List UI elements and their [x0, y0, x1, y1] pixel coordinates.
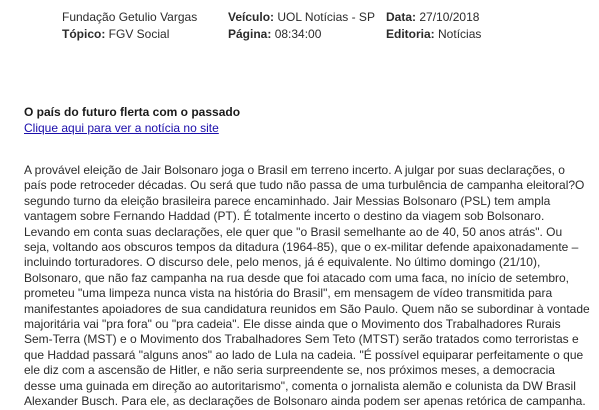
article-body-line: Levando em conta suas declarações, ele quer que "o Brasil semelhante ao de 40, 50 anos atrás". Ou [24, 224, 563, 239]
article-body-line: segundo turno da eleição brasileira parece encaminhado. Jair Messias Bolsonaro (PSL) tem ampla [24, 193, 551, 208]
vehicle-label: Veículo: [228, 10, 275, 24]
article-link[interactable]: Clique aqui para ver a notícia no site [24, 121, 219, 135]
topic-label: Tópico: [62, 27, 106, 41]
article-title: O país do futuro flerta com o passado [24, 105, 241, 119]
vehicle-row [228, 10, 375, 25]
editorial-label: Editoria: [386, 27, 435, 41]
article-body-line: manifestantes apoiadores de sua candidatura reunidos em São Paulo. Quem não se subordinar à vontade [24, 301, 590, 316]
article-body [24, 163, 590, 410]
organization-name: Fundação Getulio Vargas [62, 10, 198, 24]
article-body-line: Bolsonaro, que não faz campanha na rua desde que foi atacado com uma faca, no início de setembro, [24, 270, 570, 285]
page-label: Página: [228, 27, 272, 41]
date-label: Data: [386, 10, 417, 24]
page-row [228, 27, 321, 42]
editorial-row [386, 27, 481, 42]
date-value: 27/10/2018 [419, 10, 480, 24]
article-body-line: majoritária vai "pra fora" ou "pra cadeia". Ele disse ainda que o Movimento dos Trabalhadores Rurais [24, 317, 561, 332]
vehicle-value: UOL Notícias - SP [277, 10, 375, 24]
article-body-line: prometeu "uma limpeza nunca vista na história do Brasil", em mensagem de vídeo transmitida para [24, 286, 553, 301]
article-body-line: seja, voltando aos obscuros tempos da ditadura (1964-85), que o ex-militar defende apaixonadamente – [24, 240, 579, 255]
date-row [386, 10, 479, 25]
article-body-line: incluindo torturadores. O discurso dele, pelo menos, já é equivalente. No último domingo (21/10), [24, 255, 541, 270]
topic-row [62, 27, 169, 42]
topic-value: FGV Social [108, 27, 170, 41]
article-body-line: desse uma guinada em direção ao autoritarismo", comenta o jornalista alemão e colunista da DW Brasil [24, 378, 576, 393]
article-body-line: Sem-Terra (MST) e o Movimento dos Trabalhadores Sem Teto (MTST) serão tratados como terroristas e [24, 332, 579, 347]
article-body-line: país pode retroceder décadas. Ou será que tudo não passa de uma turbulência de campanha eleitoral?O [24, 178, 585, 193]
article-body-line: que Haddad passará "alguns anos" ao lado de Lula na cadeia. "É possível equiparar perfeitamente o que [24, 347, 584, 362]
article-body-line: ele diz com a ascensão de Hitler, e não seria surpreendente se, nos próximos meses, a democracia [24, 363, 555, 378]
editorial-value: Notícias [438, 27, 482, 41]
article-body-line: vantagem sobre Fernando Haddad (PT). É totalmente incerto o destino da viagem sob Bolsonaro. [24, 209, 545, 224]
page-value: 08:34:00 [274, 27, 322, 41]
article-body-line: A provável eleição de Jair Bolsonaro joga o Brasil em terreno incerto. A julgar por suas declarações, o [24, 163, 565, 177]
article-body-line: Alexander Busch. Para ele, as declarações de Bolsonaro ainda podem ser apenas retórica de campanha. [24, 394, 586, 409]
